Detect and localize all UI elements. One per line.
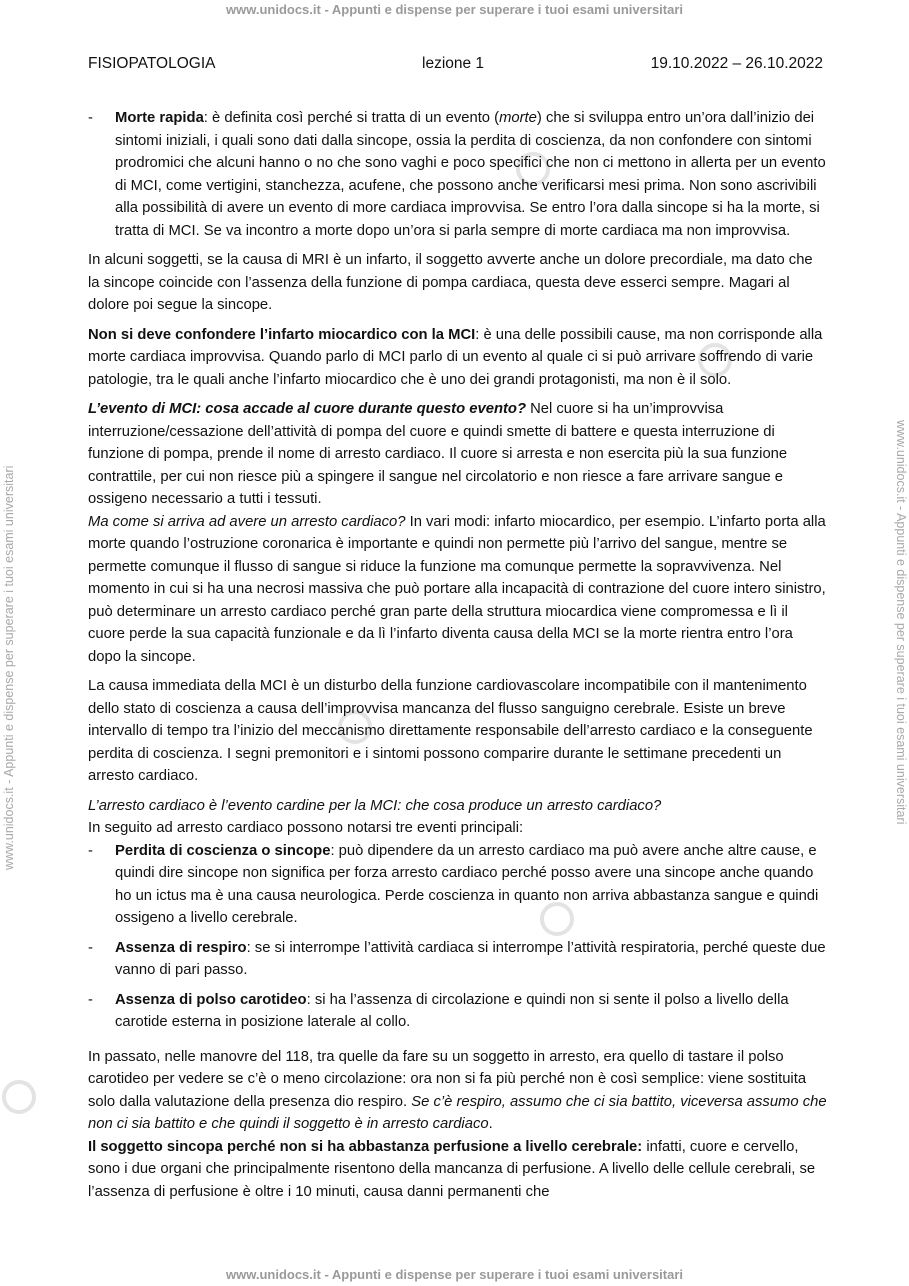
paragraph-text: ) che si sviluppa entro un’ora dall’inizio dei sintomi iniziali, i quali sono dati dalla sincope, ossia la perdita di coscienza, da non confondere con sintomi prodromici che alcuni hanno o no che sono vaghi e poco specifici che non ci mettono in allerta per un evento di MCI, come vertigini, stanchezza, acufene, che possono anche verificarsi mesi prima. Non sono ascrivibili alla possibilità di avere un evento di more cardiaca improvvisa. Se entro l’ora dalla sincope si ha la morte, si tratta di MCI. Se va incontro a morte dopo un’ora si parla sempre di morte cardiaca ma non improvvisa. bbox=[115, 110, 826, 239]
term-morte-rapida: Morte rapida bbox=[115, 110, 204, 126]
paragraph-evento bbox=[88, 398, 828, 511]
paragraph-sincopa bbox=[88, 1136, 828, 1204]
emphasis-text: Se c’è respiro, assumo che ci sia battito, viceversa assumo che non ci sia battito e che quindi il soggetto è in arresto cardiaco bbox=[88, 1093, 827, 1132]
bullet-dash: - bbox=[88, 991, 93, 1008]
lesson-label: lezione 1 bbox=[422, 55, 485, 72]
heading-evento: L’evento di MCI: cosa accade al cuore durante questo evento? bbox=[88, 401, 526, 417]
event-title: Assenza di polso carotideo bbox=[115, 991, 307, 1008]
paragraph-in-seguito: In seguito ad arresto cardiaco possono notarsi tre eventi principali: bbox=[88, 820, 524, 836]
watermark-right: www.unidocs.it - Appunti e dispense per superare i tuoi esami universitari bbox=[894, 420, 908, 825]
bullet-dash: - bbox=[88, 842, 93, 859]
event-title: Perdita di coscienza o sincope bbox=[115, 842, 331, 859]
paragraph-causa-immediata: La causa immediata della MCI è un disturbo della funzione cardiovascolare incompatibile con il mantenimento dello stato di coscienza a causa dell’improvvisa mancanza del flusso sanguigno cerebrale. Esiste un breve intervallo di tempo tra l’inizio del meccanismo direttamente responsabile dell’arresto cardiaco e la conseguente perdita di coscienza. I segni premonitori e i sintomi possono comparire durante le settimane precedenti un arresto cardiaco. bbox=[88, 678, 813, 784]
paragraph-text: : è una delle possibili cause, ma non corrisponde alla morte cardiaca improvvisa. Quando parlo di MCI parlo di un evento al quale ci si può arrivare soffrendo di varie patologie, tra le quali anche l’infarto miocardico che è uno dei grandi protagonisti, ma non è il solo. bbox=[88, 326, 823, 388]
emphasis-text: L’arresto cardiaco è l’evento cardine per la MCI: che cosa produce un arresto cardiaco? bbox=[88, 797, 662, 814]
paragraph-text: In vari modi: infarto miocardico, per esempio. L’infarto porta alla morte quando l’ostruzione coronarica è importante e quindi non permette più l’arrivo del sangue, mentre se permette comunque il flusso di sangue si riduce la funzione ma comunque permette la sopravvivenza. Nel momento in cui si ha una necrosi massiva che può portare alla incapacità di contrazione del cuore intero sinistro, può determinare un arresto cardiaco perché gran parte della struttura miocardica viene compromessa e lì il cuore perde la sua capacità funzionale e da lì l’infarto diventa causa della MCI se la morte rientra entro l’ora dopo la sincope. bbox=[88, 513, 826, 665]
bullet-dash: - bbox=[88, 939, 93, 956]
event-text: : si ha l’assenza di circolazione e quindi non si sente il polso a livello della carotide esterna in posizione laterale al collo. bbox=[115, 991, 789, 1030]
subject-title: FISIOPATOLOGIA bbox=[88, 55, 216, 72]
paragraph-come-si-arriva bbox=[88, 511, 828, 669]
document-body bbox=[88, 107, 828, 1210]
bullet-dash: - bbox=[88, 110, 93, 126]
watermark-logo-icon bbox=[2, 1080, 36, 1114]
list-item-event bbox=[88, 989, 828, 1034]
paragraph-infarto bbox=[88, 324, 828, 392]
heading-infarto: Non si deve confondere l’infarto miocardico con la MCI bbox=[88, 326, 476, 343]
watermark-bottom: www.unidocs.it - Appunti e dispense per superare i tuoi esami universitari bbox=[225, 1267, 684, 1282]
heading-sincopa: Il soggetto sincopa perché non si ha abbastanza perfusione a livello cerebrale: bbox=[88, 1138, 643, 1155]
paragraph-alcuni-soggetti: In alcuni soggetti, se la causa di MRI è un infarto, il soggetto avverte anche un dolore precordiale, ma dato che la sincope coincide con l’assenza della funzione di pompa cardiaca, questa deve esserci sempre. Magari al dolore poi segue la sincope. bbox=[88, 252, 813, 313]
event-title: Assenza di respiro bbox=[115, 939, 247, 956]
emphasis-text: morte bbox=[499, 110, 537, 126]
list-item-event bbox=[88, 840, 828, 930]
paragraph-evento-cardine bbox=[88, 795, 828, 818]
list-item-event bbox=[88, 937, 828, 982]
paragraph-text: infatti, cuore e cervello, sono i due organi che principalmente risentono della mancanza di perfusione. A livello delle cellule cerebrali, se l’assenza di perfusione è oltre i 10 minuti, causa danni permanenti che bbox=[88, 1138, 816, 1200]
paragraph-text: . bbox=[488, 1116, 493, 1132]
watermark-left: www.unidocs.it - Appunti e dispense per superare i tuoi esami universitari bbox=[2, 465, 16, 870]
paragraph-text: Nel cuore si ha un’improvvisa interruzione/cessazione dell’attività di pompa del cuore e quindi smette di battere e questa interruzione di funzione di pompa, prende il nome di arresto cardiaco. Il cuore si arresta e non esercita più la sua funzione contrattile, per cui non riesce più a spingere il sangue nel circolatorio e non riesce a fare arrivare sangue e ossigeno necessario a tutti i tessuti. bbox=[88, 401, 788, 507]
event-text: : se si interrompe l’attività cardiaca si interrompe l’attività respiratoria, perché queste due vanno di pari passo. bbox=[115, 939, 826, 978]
question-come-si-arriva: Ma come si arriva ad avere un arresto cardiaco? bbox=[88, 513, 406, 530]
event-text: : può dipendere da un arresto cardiaco ma può avere anche altre cause, e quindi dire sincope non significa per forza arresto cardiaco perché posso avere una sincope anche quando ho un ictus ma è una causa neurologica. Perde coscienza in quanto non arriva abbastanza sangue e quindi ossigeno a livello cerebrale. bbox=[115, 842, 819, 926]
lesson-dates: 19.10.2022 – 26.10.2022 bbox=[650, 55, 823, 72]
watermark-top: www.unidocs.it - Appunti e dispense per superare i tuoi esami universitari bbox=[225, 2, 684, 17]
bullet-morte-rapida bbox=[88, 107, 828, 242]
page-header bbox=[88, 55, 823, 77]
paragraph-text: : è definita così perché si tratta di un evento ( bbox=[203, 110, 500, 126]
paragraph-in-passato bbox=[88, 1046, 828, 1136]
paragraph-text: In passato, nelle manovre del 118, tra quelle da fare su un soggetto in arresto, era quello di tastare il polso carotideo per vedere se c’è o meno circolazione: ora non si fa più perché non è così semplice: viene sostituita solo dalla valutazione della presenza dio respiro. bbox=[88, 1048, 807, 1110]
